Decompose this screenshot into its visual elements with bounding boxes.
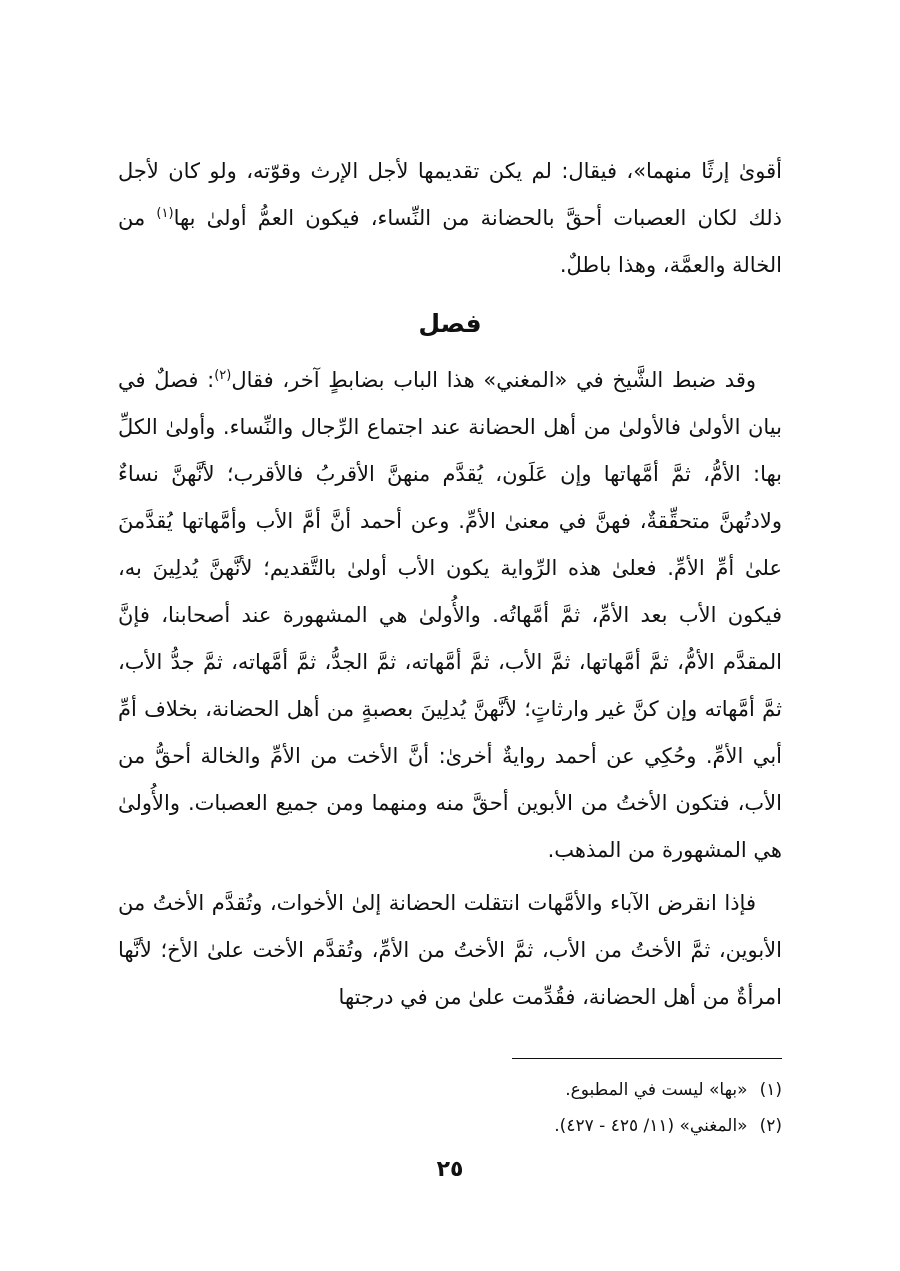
footnote-ref-1[interactable]: (١) bbox=[156, 206, 174, 221]
footnote-2 bbox=[118, 1108, 782, 1144]
footnote-2-number: (٢) bbox=[759, 1116, 782, 1136]
paragraph-1-tail: من الخالة والعمَّة، وهذا باطلٌ. bbox=[118, 206, 782, 277]
footnote-2-text: «المغني» (١١/ ٤٢٥ - ٤٢٧). bbox=[554, 1116, 748, 1136]
paragraph-1 bbox=[118, 148, 782, 289]
paragraph-2-tail: : فصلٌ في بيان الأولىٰ فالأولىٰ من أهل الحضانة عند اجتماع الرِّجال والنِّساء. وأولىٰ الكلِّ بها: الأمُّ، ثمَّ أمَّهاتها وإن عَلَون، يُقدَّم منهنَّ الأقربُ فالأقرب؛ لأنَّهنَّ نساءٌ ولادتُهنَّ متحقِّقةٌ، فهنَّ في معنىٰ الأمِّ. وعن أحمد أنَّ أمَّ الأب وأمَّهاتها يُقدَّمنَ علىٰ أمِّ الأمِّ. فعلىٰ هذه الرِّواية يكون الأب أولىٰ بالتَّقديم؛ لأنَّهنَّ يُدلِينَ به، فيكون الأب بعد الأمِّ، ثمَّ أمَّهاتُه. والأُولىٰ هي المشهورة عند أصحابنا، فإنَّ المقدَّم الأمُّ، ثمَّ أمَّهاتها، ثمَّ الأب، ثمَّ أمَّهاته، ثمَّ الجدُّ، ثمَّ أمَّهاته، ثمَّ جدُّ الأب، ثمَّ أمَّهاته وإن كنَّ غير وارثاتٍ؛ لأنَّهنَّ يُدلِينَ بعصبةٍ من أهل الحضانة، بخلاف أمِّ أبي الأمِّ. وحُكِي عن أحمد روايةٌ أخرىٰ: أنَّ الأخت من الأمِّ والخالة أحقُّ من الأب، فتكون الأختُ من الأبوين أحقَّ منه ومنهما ومن جميع العصبات. والأُولىٰ هي المشهورة من المذهب. bbox=[118, 368, 782, 862]
paragraph-3 bbox=[118, 880, 782, 1021]
page-number: ٢٥ bbox=[436, 1157, 464, 1182]
paragraph-2 bbox=[118, 357, 782, 874]
footnote-1-number: (١) bbox=[759, 1080, 782, 1100]
footnote-divider bbox=[512, 1058, 782, 1059]
footnote-1 bbox=[118, 1072, 782, 1108]
paragraph-3-text: فإذا انقرض الآباء والأمَّهات انتقلت الحضانة إلىٰ الأخوات، وتُقدَّم الأختُ من الأبوين، ثمَّ الأختُ من الأب، ثمَّ الأختُ من الأمِّ، وتُقدَّم الأخت علىٰ الأخ؛ لأنَّها امرأةٌ من أهل الحضانة، فقُدِّمت علىٰ من في درجتها bbox=[118, 891, 782, 1009]
footnote-ref-2[interactable]: (٢) bbox=[214, 368, 232, 383]
paragraph-1-text: أقوىٰ إرثًا منهما»، فيقال: لم يكن تقديمها لأجل الإرث وقوّته، ولو كان لأجل ذلك لكان العصبات أحقَّ بالحضانة من النِّساء، فيكون العمُّ أولىٰ بها bbox=[118, 159, 782, 230]
footnote-1-text: «بها» ليست في المطبوع. bbox=[565, 1080, 748, 1100]
paragraph-2-text: وقد ضبط الشَّيخ في «المغني» هذا الباب بضابطٍ آخر، فقال bbox=[231, 368, 756, 392]
section-heading: فصل bbox=[418, 309, 482, 338]
page-body bbox=[118, 148, 782, 1021]
footnotes bbox=[118, 1072, 782, 1144]
